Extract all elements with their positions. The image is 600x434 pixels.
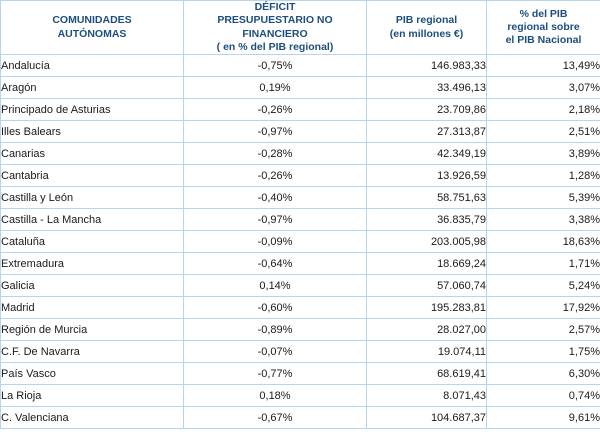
cell-comunidad: Madrid [1, 297, 184, 319]
cell-deficit: -0,26% [184, 165, 367, 187]
cell-comunidad: Región de Murcia [1, 319, 184, 341]
header-line: regional sobre [507, 20, 580, 33]
header-line: (en millones €) [389, 27, 464, 40]
cell-deficit: -0,67% [184, 407, 367, 429]
cell-deficit: -0,64% [184, 253, 367, 275]
cell-pib: 195.283,81 [367, 297, 487, 319]
cell-pct-nacional: 5,39% [487, 187, 600, 209]
cell-pct-nacional: 2,51% [487, 121, 600, 143]
cell-deficit: -0,89% [184, 319, 367, 341]
cell-pct-nacional: 3,89% [487, 143, 600, 165]
header-line: AUTÓNOMAS [57, 27, 127, 40]
cell-deficit: -0,77% [184, 363, 367, 385]
table-row [1, 253, 600, 275]
cell-pct-nacional: 18,63% [487, 231, 600, 253]
table-row [1, 165, 600, 187]
cell-comunidad: Principado de Asturias [1, 99, 184, 121]
cell-pct-nacional: 2,18% [487, 99, 600, 121]
table-row [1, 143, 600, 165]
cell-pib: 27.313,87 [367, 121, 487, 143]
cell-deficit: -0,28% [184, 143, 367, 165]
cell-comunidad: Extremadura [1, 253, 184, 275]
cell-comunidad: Canarias [1, 143, 184, 165]
cell-comunidad: Cantabria [1, 165, 184, 187]
cell-comunidad: Castilla y León [1, 187, 184, 209]
table-row [1, 341, 600, 363]
column-header-pib [367, 1, 487, 55]
cell-pct-nacional: 3,07% [487, 77, 600, 99]
table-row [1, 363, 600, 385]
cell-deficit: 0,14% [184, 275, 367, 297]
cell-deficit: -0,09% [184, 231, 367, 253]
header-line: DÉFICIT [254, 1, 296, 14]
column-header-pct-nacional [487, 1, 600, 55]
cell-comunidad: Cataluña [1, 231, 184, 253]
cell-pct-nacional: 3,38% [487, 209, 600, 231]
table-row [1, 77, 600, 99]
cell-deficit: -0,26% [184, 99, 367, 121]
cell-pib: 33.496,13 [367, 77, 487, 99]
cell-comunidad: C.F. De Navarra [1, 341, 184, 363]
header-line: COMUNIDADES [52, 14, 132, 27]
cell-pib: 146.983,33 [367, 55, 487, 77]
cell-pib: 68.619,41 [367, 363, 487, 385]
column-header-comunidades [1, 1, 184, 55]
header-line: % del PIB [519, 7, 568, 20]
cell-pct-nacional: 0,74% [487, 385, 600, 407]
column-header-deficit [184, 1, 367, 55]
table-row [1, 187, 600, 209]
table-row [1, 275, 600, 297]
cell-deficit: -0,40% [184, 187, 367, 209]
cell-pib: 36.835,79 [367, 209, 487, 231]
cell-pct-nacional: 2,57% [487, 319, 600, 341]
table-row [1, 297, 600, 319]
cell-pct-nacional: 5,24% [487, 275, 600, 297]
cell-pib: 18.669,24 [367, 253, 487, 275]
cell-comunidad: Castilla - La Mancha [1, 209, 184, 231]
header-line: PRESUPUESTARIO NO [217, 14, 333, 27]
cell-comunidad: La Rioja [1, 385, 184, 407]
header-line: PIB regional [395, 14, 458, 27]
cell-deficit: -0,97% [184, 121, 367, 143]
table-row [1, 407, 600, 429]
cell-deficit: -0,07% [184, 341, 367, 363]
cell-deficit: 0,19% [184, 77, 367, 99]
table-row [1, 99, 600, 121]
header-line: el PIB Nacional [505, 34, 582, 47]
table-row [1, 319, 600, 341]
cell-comunidad: Aragón [1, 77, 184, 99]
cell-pct-nacional: 1,75% [487, 341, 600, 363]
cell-deficit: -0,60% [184, 297, 367, 319]
cell-pct-nacional: 6,30% [487, 363, 600, 385]
cell-deficit: 0,18% [184, 385, 367, 407]
cell-pib: 42.349,19 [367, 143, 487, 165]
cell-pct-nacional: 1,28% [487, 165, 600, 187]
table-row [1, 121, 600, 143]
cell-pct-nacional: 17,92% [487, 297, 600, 319]
header-row [1, 1, 600, 55]
table-row [1, 231, 600, 253]
cell-comunidad: País Vasco [1, 363, 184, 385]
table-body [1, 55, 600, 429]
cell-pib: 19.074,11 [367, 341, 487, 363]
cell-comunidad: Andalucía [1, 55, 184, 77]
cell-pib: 58.751,63 [367, 187, 487, 209]
cell-comunidad: Galicia [1, 275, 184, 297]
cell-comunidad: C. Valenciana [1, 407, 184, 429]
cell-pib: 104.687,37 [367, 407, 487, 429]
cell-comunidad: Illes Balears [1, 121, 184, 143]
table-row [1, 55, 600, 77]
header-line: FINANCIERO [242, 27, 308, 40]
table-row [1, 385, 600, 407]
cell-deficit: -0,97% [184, 209, 367, 231]
cell-pib: 13.926,59 [367, 165, 487, 187]
cell-pib: 23.709,86 [367, 99, 487, 121]
cell-pct-nacional: 9,61% [487, 407, 600, 429]
cell-pct-nacional: 13,49% [487, 55, 600, 77]
cell-pct-nacional: 1,71% [487, 253, 600, 275]
cell-pib: 28.027,00 [367, 319, 487, 341]
cell-pib: 57.060,74 [367, 275, 487, 297]
table-header [1, 1, 600, 55]
cell-deficit: -0,75% [184, 55, 367, 77]
cell-pib: 8.071,43 [367, 385, 487, 407]
cell-pib: 203.005,98 [367, 231, 487, 253]
header-line: ( en % del PIB regional) [216, 40, 334, 53]
table-row [1, 209, 600, 231]
